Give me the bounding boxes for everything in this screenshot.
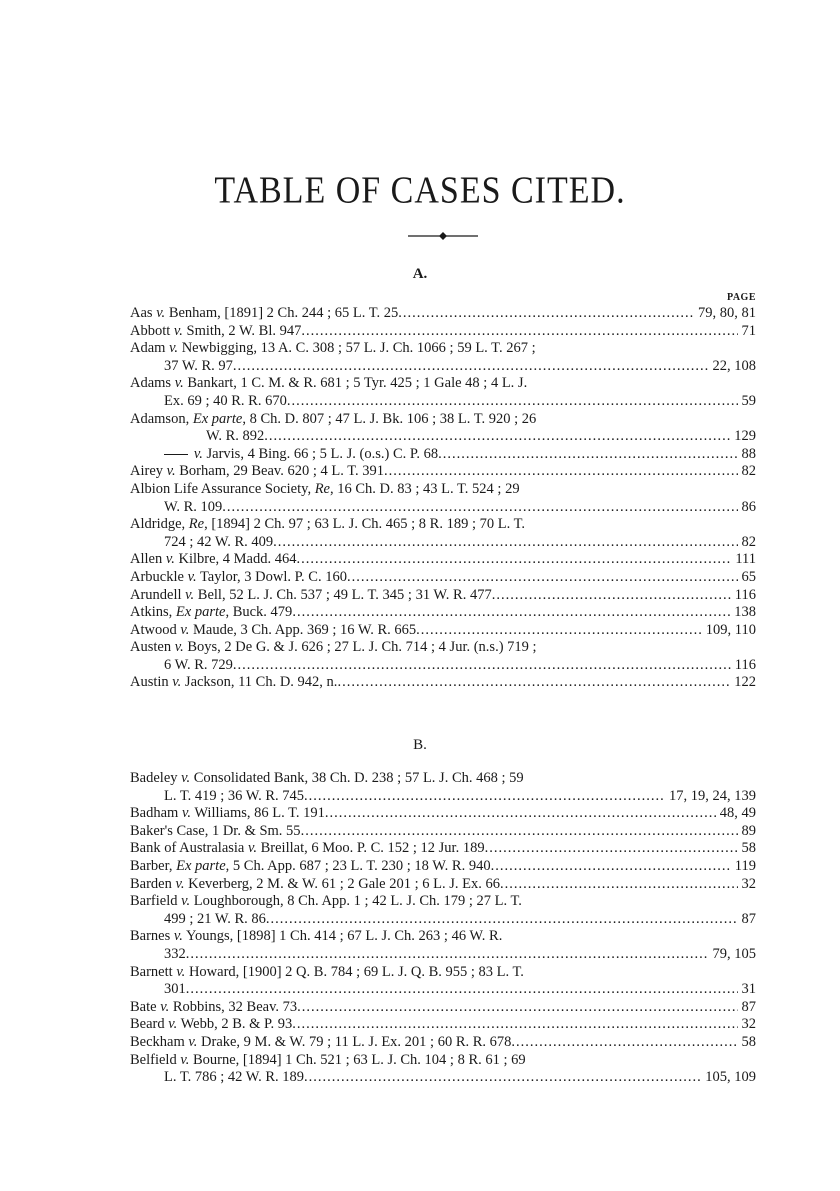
entry-line [130,893,756,911]
section-letter-b: B. [413,737,427,753]
case-entry [130,770,756,805]
case-citation: Austen v. Boys, 2 De G. & J. 626 ; 27 L. J. Ch. 714 ; 4 Jur. (n.s.) 719 ; [130,639,537,656]
case-citation: Adam v. Newbigging, 13 A. C. 308 ; 57 L. J. Ch. 1066 ; 59 L. T. 267 ; [130,340,536,357]
page-ref: 109, 110 [705,621,756,638]
case-entry [130,481,756,516]
case-citation: Baker's Case, 1 Dr. & Sm. 55 [130,822,301,839]
entry-line-continued [130,946,756,964]
page-ref: 105, 109 [705,1069,756,1086]
dot-leader [264,428,730,445]
entry-line [130,928,756,946]
case-entry [130,1052,756,1087]
entry-line [130,1052,756,1070]
page-ref: 22, 108 [712,357,756,374]
entry-line-continued [130,428,756,446]
case-citation: Barnes v. Youngs, [1898] 1 Ch. 414 ; 67 L. J. Ch. 263 ; 46 W. R. [130,928,503,945]
case-entry [130,823,756,841]
entry-line [130,770,756,788]
case-citation: Aldridge, Re, [1894] 2 Ch. 97 ; 63 L. J. Ch. 465 ; 8 R. 189 ; 70 L. T. [130,516,525,533]
dot-leader [186,981,738,998]
entry-line-continued [130,534,756,552]
page-ref: 32 [741,875,756,892]
entry-line [130,639,756,657]
entry-line [130,340,756,358]
case-entry [130,893,756,928]
dot-leader [233,358,709,375]
case-entry [130,463,756,481]
entry-line [130,622,756,640]
entry-line [130,375,756,393]
entry-line-continued [130,393,756,411]
entry-line [130,1016,756,1034]
dot-leader [297,999,737,1016]
case-citation: 724 ; 42 W. R. 409 [164,533,274,550]
case-citation: Bate v. Robbins, 32 Beav. 73 [130,998,298,1015]
dot-leader [492,587,731,604]
case-citation: Abbott v. Smith, 2 W. Bl. 947 [130,322,302,339]
case-citation: Adams v. Bankart, 1 C. M. & R. 681 ; 5 Tyr. 425 ; 1 Gale 48 ; 4 L. J. [130,375,528,392]
case-entry [130,964,756,999]
entry-line [130,876,756,894]
case-citation: Ex. 69 ; 40 R. R. 670 [164,392,287,409]
entry-line [130,587,756,605]
entry-line [130,569,756,587]
case-citation: Arbuckle v. Taylor, 3 Dowl. P. C. 160 [130,568,347,585]
page-ref: 59 [741,392,756,409]
case-citation: Adamson, Ex parte, 8 Ch. D. 807 ; 47 L. J. Bk. 106 ; 38 L. T. 920 ; 26 [130,410,537,427]
dot-leader [511,1034,737,1051]
case-citation: 332 [164,945,186,962]
entry-line [130,604,756,622]
page-ref: 48, 49 [719,805,756,822]
dot-leader [301,323,737,340]
dot-leader [304,1069,701,1086]
page-ref: 86 [741,498,756,515]
dot-leader [337,674,730,691]
entry-line-continued [130,981,756,999]
page-ref: 87 [741,998,756,1015]
entry-line [130,516,756,534]
entry-line [130,964,756,982]
page-ref: 122 [734,674,756,691]
case-citation: Atkins, Ex parte, Buck. 479 [130,604,293,621]
entry-line [130,446,756,464]
case-citation: v. Jarvis, 4 Bing. 66 ; 5 L. J. (o.s.) C. P. 68 [193,445,439,462]
dot-leader [325,805,716,822]
dot-leader [292,604,730,621]
dot-leader [491,858,731,875]
page-ref: 31 [741,981,756,998]
dot-leader [485,840,738,857]
page-ref: 119 [734,857,756,874]
case-entry [130,551,756,569]
dot-leader [301,823,738,840]
case-entry [130,1016,756,1034]
case-entry [130,1034,756,1052]
case-entry [130,840,756,858]
dot-leader [384,463,738,480]
case-citation: Airey v. Borham, 29 Beav. 620 ; 4 L. T. 391 [130,463,384,480]
case-citation: Belfield v. Bourne, [1894] 1 Ch. 521 ; 63 L. J. Ch. 104 ; 8 R. 61 ; 69 [130,1051,526,1068]
page-column-label: PAGE [726,292,756,303]
page-ref: 58 [741,840,756,857]
case-entry [130,323,756,341]
page-ref: 65 [741,568,756,585]
case-entry [130,622,756,640]
entry-line-continued [130,911,756,929]
entry-line [130,1034,756,1052]
entry-line [130,463,756,481]
case-entry [130,674,756,692]
entry-line [130,551,756,569]
page-ref: 82 [741,533,756,550]
dot-leader [304,788,665,805]
case-citation: Badham v. Williams, 86 L. T. 191 [130,805,325,822]
entry-line-continued [130,358,756,376]
case-citation: Beckham v. Drake, 9 M. & W. 79 ; 11 L. J. Ex. 201 ; 60 R. R. 678 [130,1033,512,1050]
case-entry [130,587,756,605]
ornament-divider-icon [408,232,478,240]
page-ref: 129 [734,428,756,445]
entry-line [130,858,756,876]
page-ref: 116 [734,656,756,673]
dot-leader [500,876,738,893]
entry-line [130,305,756,323]
case-citation: Austin v. Jackson, 11 Ch. D. 942, n. [130,674,338,691]
case-citation: 37 W. R. 97 [164,357,233,374]
case-entry [130,446,756,464]
dot-leader [292,1016,737,1033]
page-ref: 116 [734,586,756,603]
page-ref: 88 [741,445,756,462]
case-entry [130,858,756,876]
case-entry [130,305,756,323]
case-citation: 499 ; 21 W. R. 86 [164,910,266,927]
case-citation: L. T. 419 ; 36 W. R. 745 [164,787,305,804]
dot-leader [416,622,702,639]
case-citation: Aas v. Benham, [1891] 2 Ch. 244 ; 65 L. T. 25 [130,305,399,321]
case-citation: Arundell v. Bell, 52 L. J. Ch. 537 ; 49 L. T. 345 ; 31 W. R. 477 [130,586,492,603]
entry-line [130,805,756,823]
dot-leader [287,393,738,410]
page-ref: 111 [735,551,756,568]
case-citation: Barber, Ex parte, 5 Ch. App. 687 ; 23 L. T. 230 ; 18 W. R. 940 [130,857,491,874]
dot-leader [347,569,738,586]
case-citation: 6 W. R. 729 [164,656,233,673]
page-ref: 138 [734,604,756,621]
entry-line-continued [130,788,756,806]
entry-line [130,411,756,429]
case-citation: Albion Life Assurance Society, Re, 16 Ch. D. 83 ; 43 L. T. 524 ; 29 [130,480,520,497]
page-ref: 32 [741,1016,756,1033]
dot-leader [296,551,731,568]
dot-leader [438,446,737,463]
case-entry [130,876,756,894]
case-citation: W. R. 892 [206,428,265,445]
case-entry [130,999,756,1017]
page-ref: 79, 80, 81 [698,305,756,321]
case-entry [130,928,756,963]
entry-line [130,823,756,841]
page-ref: 89 [741,822,756,839]
dot-leader [186,946,709,963]
case-citation: Badeley v. Consolidated Bank, 38 Ch. D. 238 ; 57 L. J. Ch. 468 ; 59 [130,770,524,786]
entry-line-continued [130,1069,756,1087]
case-entry [130,340,756,375]
entry-line [130,674,756,692]
case-citation: Barfield v. Loughborough, 8 Ch. App. 1 ; 42 L. J. Ch. 179 ; 27 L. T. [130,893,522,910]
entry-line [130,840,756,858]
dot-leader [266,911,738,928]
page-ref: 79, 105 [712,945,756,962]
section-letter-a: A. [412,266,428,282]
section-a-entries [130,305,756,692]
page-ref: 82 [741,463,756,480]
dot-leader [233,657,731,674]
case-citation: Barden v. Keverberg, 2 M. & W. 61 ; 2 Gale 201 ; 6 L. J. Ex. 66 [130,875,500,892]
section-b-entries [130,770,756,1087]
case-citation: W. R. 109 [164,498,223,515]
case-entry [130,375,756,410]
entry-line [130,999,756,1017]
page-ref: 71 [741,322,756,339]
page-ref: 58 [741,1033,756,1050]
case-citation: Bank of Australasia v. Breillat, 6 Moo. P. C. 152 ; 12 Jur. 189 [130,840,485,857]
case-citation: L. T. 786 ; 42 W. R. 189 [164,1069,305,1086]
case-citation: 301 [164,981,186,998]
page-title: TABLE OF CASES CITED. [214,170,626,212]
dot-leader [273,534,737,551]
ditto-dash [164,454,188,455]
entry-line-continued [130,499,756,517]
case-entry [130,569,756,587]
entry-line [130,481,756,499]
page-ref: 87 [741,910,756,927]
dot-leader [222,499,737,516]
dot-leader [398,305,694,322]
case-citation: Allen v. Kilbre, 4 Madd. 464 [130,551,297,568]
case-entry [130,805,756,823]
entry-line-continued [130,657,756,675]
entry-line [130,323,756,341]
case-entry [130,639,756,674]
case-citation: Atwood v. Maude, 3 Ch. App. 369 ; 16 W. R. 665 [130,621,417,638]
page-ref: 17, 19, 24, 139 [669,787,756,804]
case-entry [130,604,756,622]
case-citation: Barnett v. Howard, [1900] 2 Q. B. 784 ; 69 L. J. Q. B. 955 ; 83 L. T. [130,963,524,980]
case-entry [130,411,756,446]
case-citation: Beard v. Webb, 2 B. & P. 93 [130,1016,293,1033]
case-entry [130,516,756,551]
